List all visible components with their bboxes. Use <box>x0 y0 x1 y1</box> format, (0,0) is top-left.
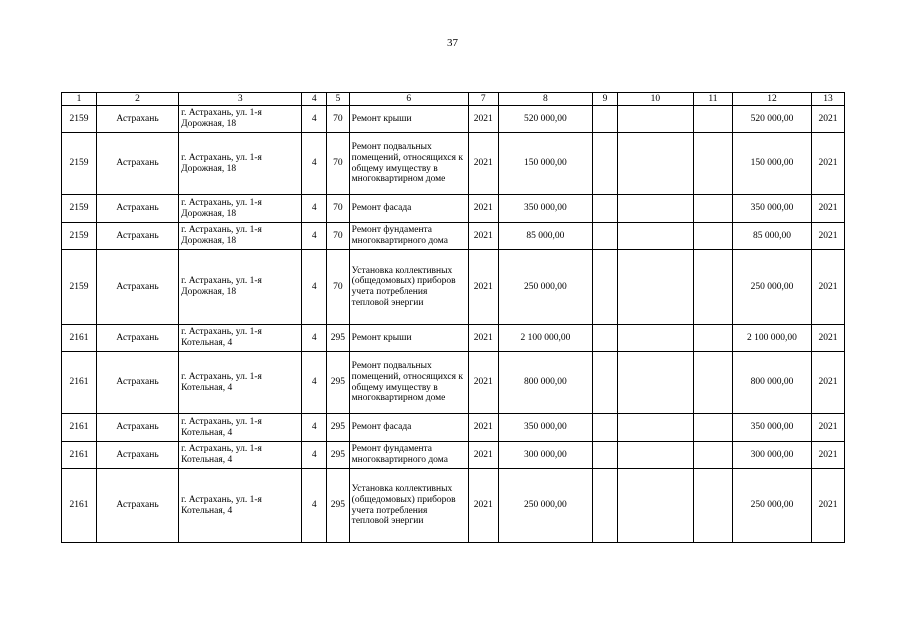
cell-col9 <box>593 469 618 543</box>
cell-col4: 4 <box>302 352 327 414</box>
cell-object-id: 2159 <box>62 195 97 223</box>
cell-col9 <box>593 325 618 352</box>
cell-col9 <box>593 352 618 414</box>
column-header: 12 <box>732 93 811 106</box>
cell-address: г. Астрахань, ул. 1-я Дорожная, 18 <box>179 223 302 250</box>
column-number-row <box>62 93 845 106</box>
cell-municipality: Астрахань <box>96 442 178 469</box>
cell-col5: 70 <box>327 223 350 250</box>
cell-col4: 4 <box>302 133 327 195</box>
cell-total: 800 000,00 <box>732 352 811 414</box>
cell-object-id: 2159 <box>62 133 97 195</box>
cell-municipality: Астрахань <box>96 352 178 414</box>
cell-col10 <box>617 352 693 414</box>
cell-col9 <box>593 250 618 325</box>
cell-work-type: Ремонт подвальных помещений, относящихся к общему имуществу в многоквартирном доме <box>349 133 468 195</box>
cell-object-id: 2161 <box>62 352 97 414</box>
cell-col11 <box>693 469 732 543</box>
cell-work-type: Установка коллективных (общедомовых) приборов учета потребления тепловой энергии <box>349 250 468 325</box>
cell-municipality: Астрахань <box>96 250 178 325</box>
table-row <box>62 469 845 543</box>
table-row <box>62 133 845 195</box>
cell-cost: 520 000,00 <box>498 106 593 133</box>
cell-object-id: 2159 <box>62 250 97 325</box>
column-header: 4 <box>302 93 327 106</box>
cell-address: г. Астрахань, ул. 1-я Дорожная, 18 <box>179 133 302 195</box>
repair-plan-table <box>61 92 845 543</box>
cell-col10 <box>617 195 693 223</box>
cell-col5: 70 <box>327 250 350 325</box>
cell-col4: 4 <box>302 250 327 325</box>
cell-cost: 250 000,00 <box>498 469 593 543</box>
cell-work-type: Ремонт крыши <box>349 106 468 133</box>
cell-end-year: 2021 <box>812 195 845 223</box>
page-number: 37 <box>447 37 458 49</box>
cell-col9 <box>593 414 618 442</box>
cell-year: 2021 <box>468 250 498 325</box>
cell-col10 <box>617 442 693 469</box>
cell-col5: 295 <box>327 352 350 414</box>
cell-object-id: 2159 <box>62 106 97 133</box>
cell-year: 2021 <box>468 352 498 414</box>
cell-address: г. Астрахань, ул. 1-я Дорожная, 18 <box>179 195 302 223</box>
cell-address: г. Астрахань, ул. 1-я Котельная, 4 <box>179 469 302 543</box>
cell-address: г. Астрахань, ул. 1-я Котельная, 4 <box>179 442 302 469</box>
column-header: 1 <box>62 93 97 106</box>
table-row <box>62 250 845 325</box>
cell-end-year: 2021 <box>812 414 845 442</box>
cell-col5: 295 <box>327 469 350 543</box>
column-header: 8 <box>498 93 593 106</box>
cell-year: 2021 <box>468 133 498 195</box>
cell-work-type: Ремонт фундамента многоквартирного дома <box>349 442 468 469</box>
cell-col9 <box>593 195 618 223</box>
cell-year: 2021 <box>468 223 498 250</box>
cell-col11 <box>693 133 732 195</box>
cell-col5: 295 <box>327 442 350 469</box>
cell-municipality: Астрахань <box>96 195 178 223</box>
table-row <box>62 414 845 442</box>
cell-col9 <box>593 442 618 469</box>
cell-cost: 250 000,00 <box>498 250 593 325</box>
cell-work-type: Ремонт фасада <box>349 414 468 442</box>
cell-col4: 4 <box>302 223 327 250</box>
cell-col11 <box>693 106 732 133</box>
cell-total: 250 000,00 <box>732 250 811 325</box>
table-row <box>62 223 845 250</box>
cell-col5: 70 <box>327 133 350 195</box>
cell-col9 <box>593 106 618 133</box>
cell-year: 2021 <box>468 106 498 133</box>
cell-end-year: 2021 <box>812 106 845 133</box>
cell-cost: 800 000,00 <box>498 352 593 414</box>
cell-col10 <box>617 106 693 133</box>
cell-end-year: 2021 <box>812 325 845 352</box>
cell-work-type: Ремонт крыши <box>349 325 468 352</box>
cell-cost: 85 000,00 <box>498 223 593 250</box>
cell-col4: 4 <box>302 195 327 223</box>
cell-total: 520 000,00 <box>732 106 811 133</box>
cell-year: 2021 <box>468 469 498 543</box>
cell-col11 <box>693 223 732 250</box>
cell-cost: 350 000,00 <box>498 195 593 223</box>
cell-end-year: 2021 <box>812 442 845 469</box>
cell-address: г. Астрахань, ул. 1-я Дорожная, 18 <box>179 106 302 133</box>
cell-object-id: 2161 <box>62 414 97 442</box>
cell-municipality: Астрахань <box>96 223 178 250</box>
cell-col10 <box>617 325 693 352</box>
cell-col4: 4 <box>302 414 327 442</box>
cell-cost: 300 000,00 <box>498 442 593 469</box>
cell-col10 <box>617 250 693 325</box>
cell-address: г. Астрахань, ул. 1-я Дорожная, 18 <box>179 250 302 325</box>
column-header: 11 <box>693 93 732 106</box>
cell-address: г. Астрахань, ул. 1-я Котельная, 4 <box>179 325 302 352</box>
cell-work-type: Ремонт фасада <box>349 195 468 223</box>
cell-end-year: 2021 <box>812 223 845 250</box>
cell-end-year: 2021 <box>812 469 845 543</box>
cell-municipality: Астрахань <box>96 325 178 352</box>
cell-municipality: Астрахань <box>96 106 178 133</box>
cell-year: 2021 <box>468 195 498 223</box>
cell-col11 <box>693 325 732 352</box>
column-header: 13 <box>812 93 845 106</box>
cell-work-type: Ремонт фундамента многоквартирного дома <box>349 223 468 250</box>
table-row <box>62 195 845 223</box>
cell-col4: 4 <box>302 442 327 469</box>
cell-end-year: 2021 <box>812 133 845 195</box>
cell-col11 <box>693 352 732 414</box>
cell-col9 <box>593 223 618 250</box>
cell-col10 <box>617 133 693 195</box>
cell-municipality: Астрахань <box>96 133 178 195</box>
cell-col11 <box>693 195 732 223</box>
cell-object-id: 2161 <box>62 442 97 469</box>
cell-total: 350 000,00 <box>732 195 811 223</box>
table-row <box>62 325 845 352</box>
column-header: 10 <box>617 93 693 106</box>
cell-col4: 4 <box>302 469 327 543</box>
cell-work-type: Установка коллективных (общедомовых) приборов учета потребления тепловой энергии <box>349 469 468 543</box>
cell-col10 <box>617 223 693 250</box>
cell-object-id: 2159 <box>62 223 97 250</box>
cell-col10 <box>617 469 693 543</box>
column-header: 2 <box>96 93 178 106</box>
cell-col5: 295 <box>327 414 350 442</box>
cell-total: 2 100 000,00 <box>732 325 811 352</box>
cell-col11 <box>693 250 732 325</box>
cell-col4: 4 <box>302 106 327 133</box>
cell-end-year: 2021 <box>812 250 845 325</box>
cell-work-type: Ремонт подвальных помещений, относящихся к общему имуществу в многоквартирном доме <box>349 352 468 414</box>
cell-col5: 70 <box>327 195 350 223</box>
cell-col4: 4 <box>302 325 327 352</box>
cell-year: 2021 <box>468 442 498 469</box>
cell-col5: 70 <box>327 106 350 133</box>
cell-cost: 150 000,00 <box>498 133 593 195</box>
cell-total: 85 000,00 <box>732 223 811 250</box>
cell-address: г. Астрахань, ул. 1-я Котельная, 4 <box>179 352 302 414</box>
cell-col10 <box>617 414 693 442</box>
cell-col5: 295 <box>327 325 350 352</box>
cell-total: 300 000,00 <box>732 442 811 469</box>
column-header: 7 <box>468 93 498 106</box>
cell-object-id: 2161 <box>62 325 97 352</box>
column-header: 9 <box>593 93 618 106</box>
cell-municipality: Астрахань <box>96 414 178 442</box>
cell-cost: 2 100 000,00 <box>498 325 593 352</box>
cell-address: г. Астрахань, ул. 1-я Котельная, 4 <box>179 414 302 442</box>
cell-end-year: 2021 <box>812 352 845 414</box>
cell-total: 250 000,00 <box>732 469 811 543</box>
cell-object-id: 2161 <box>62 469 97 543</box>
table-row <box>62 106 845 133</box>
table-row <box>62 442 845 469</box>
cell-total: 150 000,00 <box>732 133 811 195</box>
cell-cost: 350 000,00 <box>498 414 593 442</box>
table-row <box>62 352 845 414</box>
cell-municipality: Астрахань <box>96 469 178 543</box>
cell-col11 <box>693 442 732 469</box>
column-header: 6 <box>349 93 468 106</box>
cell-col9 <box>593 133 618 195</box>
cell-year: 2021 <box>468 325 498 352</box>
column-header: 5 <box>327 93 350 106</box>
column-header: 3 <box>179 93 302 106</box>
cell-year: 2021 <box>468 414 498 442</box>
cell-total: 350 000,00 <box>732 414 811 442</box>
cell-col11 <box>693 414 732 442</box>
